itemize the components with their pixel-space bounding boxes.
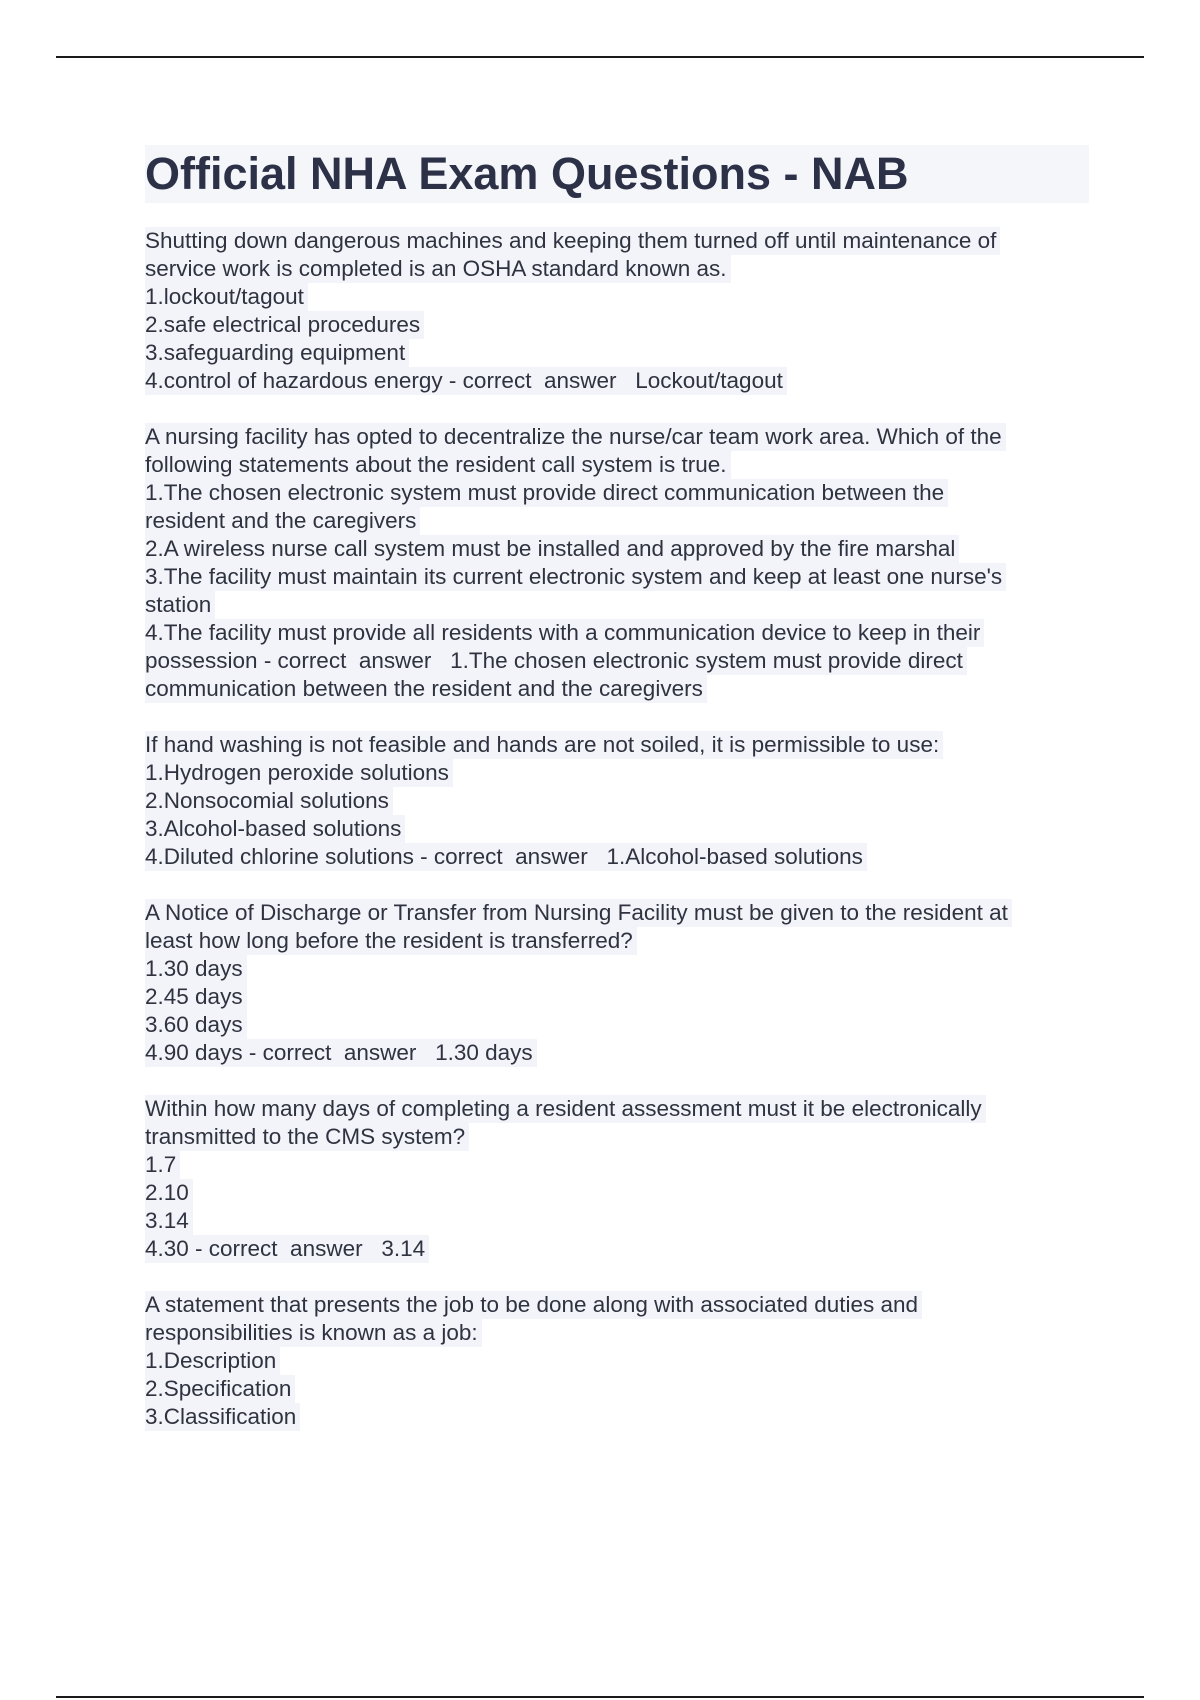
answer-option-with-correct-answer: 4.Diluted chlorine solutions - correct answer 1.Alcohol-based solutions <box>145 843 1089 871</box>
answer-option: 1.7 <box>145 1151 1089 1179</box>
answer-option-with-correct-answer: 4.control of hazardous energy - correct answer Lockout/tagout <box>145 367 1089 395</box>
answer-option: 3.The facility must maintain its current electronic system and keep at least one nurse's <box>145 563 1089 591</box>
top-rule <box>56 56 1144 58</box>
question-block-4 <box>145 899 1089 1067</box>
text-line: Shutting down dangerous machines and keeping them turned off until maintenance of <box>145 227 1089 255</box>
answer-option: 3.60 days <box>145 1011 1089 1039</box>
answer-option: 1.Description <box>145 1347 1089 1375</box>
answer-option: 1.lockout/tagout <box>145 283 1089 311</box>
answer-option: 2.Nonsocomial solutions <box>145 787 1089 815</box>
answer-option: station <box>145 591 1089 619</box>
question-block-3 <box>145 731 1089 871</box>
answer-option-with-correct-answer: possession - correct answer 1.The chosen electronic system must provide direct <box>145 647 1089 675</box>
text-line: A statement that presents the job to be done along with associated duties and <box>145 1291 1089 1319</box>
answer-option: 3.Alcohol-based solutions <box>145 815 1089 843</box>
answer-option: 2.Specification <box>145 1375 1089 1403</box>
bottom-rule <box>56 1696 1144 1698</box>
answer-option-with-correct-answer: 4.90 days - correct answer 1.30 days <box>145 1039 1089 1067</box>
answer-option: 3.Classification <box>145 1403 1089 1431</box>
answer-option: resident and the caregivers <box>145 507 1089 535</box>
answer-option: 2.45 days <box>145 983 1089 1011</box>
text-line: least how long before the resident is transferred? <box>145 927 1089 955</box>
answer-option: 2.safe electrical procedures <box>145 311 1089 339</box>
answer-option: 3.safeguarding equipment <box>145 339 1089 367</box>
question-block-2 <box>145 423 1089 703</box>
answer-option: 3.14 <box>145 1207 1089 1235</box>
page-title: Official NHA Exam Questions - NAB <box>145 145 1089 203</box>
text-line: following statements about the resident call system is true. <box>145 451 1089 479</box>
text-line: transmitted to the CMS system? <box>145 1123 1089 1151</box>
text-line: A nursing facility has opted to decentralize the nurse/car team work area. Which of the <box>145 423 1089 451</box>
question-block-1 <box>145 227 1089 395</box>
answer-option: 1.30 days <box>145 955 1089 983</box>
text-line: responsibilities is known as a job: <box>145 1319 1089 1347</box>
answer-option: 1.The chosen electronic system must provide direct communication between the <box>145 479 1089 507</box>
text-line: If hand washing is not feasible and hands are not soiled, it is permissible to use: <box>145 731 1089 759</box>
answer-option: 2.A wireless nurse call system must be installed and approved by the fire marshal <box>145 535 1089 563</box>
answer-option: 4.The facility must provide all residents with a communication device to keep in their <box>145 619 1089 647</box>
question-block-6 <box>145 1291 1089 1431</box>
correct-answer-continuation: communication between the resident and the caregivers <box>145 675 1089 703</box>
answer-option-with-correct-answer: 4.30 - correct answer 3.14 <box>145 1235 1089 1263</box>
text-line: A Notice of Discharge or Transfer from Nursing Facility must be given to the resident at <box>145 899 1089 927</box>
document-body <box>145 227 1089 1459</box>
text-line: service work is completed is an OSHA standard known as. <box>145 255 1089 283</box>
question-block-5 <box>145 1095 1089 1263</box>
answer-option: 2.10 <box>145 1179 1089 1207</box>
text-line: Within how many days of completing a resident assessment must it be electronically <box>145 1095 1089 1123</box>
answer-option: 1.Hydrogen peroxide solutions <box>145 759 1089 787</box>
